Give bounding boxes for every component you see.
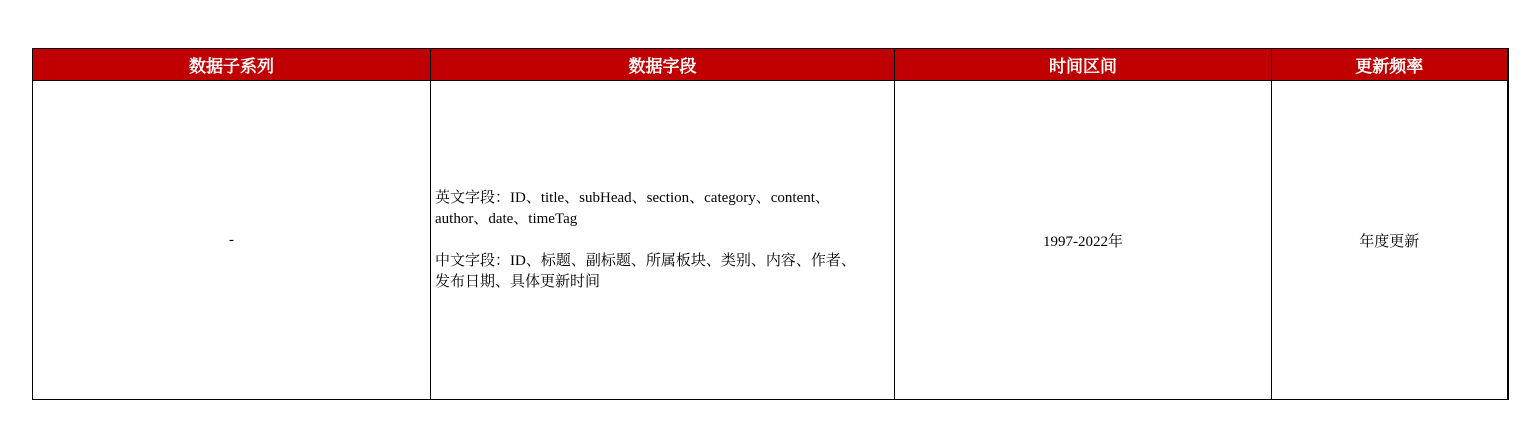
cell-time-range: 1997-2022年 [895, 81, 1272, 400]
cell-update-frequency: 年度更新 [1272, 81, 1508, 400]
header-time-range: 时间区间 [895, 49, 1272, 81]
chinese-fields-line-1: 中文字段：ID、标题、副标题、所属板块、类别、内容、作者、 [435, 252, 856, 269]
header-update-frequency: 更新频率 [1272, 49, 1508, 81]
table-row [33, 81, 1508, 400]
field-spacer [435, 230, 888, 251]
data-table [32, 48, 1509, 400]
cell-sub-series: - [33, 81, 431, 400]
english-fields-line-1: 英文字段：ID、title、subHead、section、category、content、 [435, 189, 830, 206]
header-row [33, 49, 1508, 81]
cell-data-fields [431, 81, 895, 400]
chinese-fields-line-2: 发布日期、具体更新时间 [435, 273, 601, 290]
header-data-fields: 数据字段 [431, 49, 895, 81]
table-body [33, 81, 1508, 400]
header-sub-series: 数据子系列 [33, 49, 431, 81]
table-header [33, 49, 1508, 81]
english-fields-line-2: author、date、timeTag [435, 210, 578, 227]
